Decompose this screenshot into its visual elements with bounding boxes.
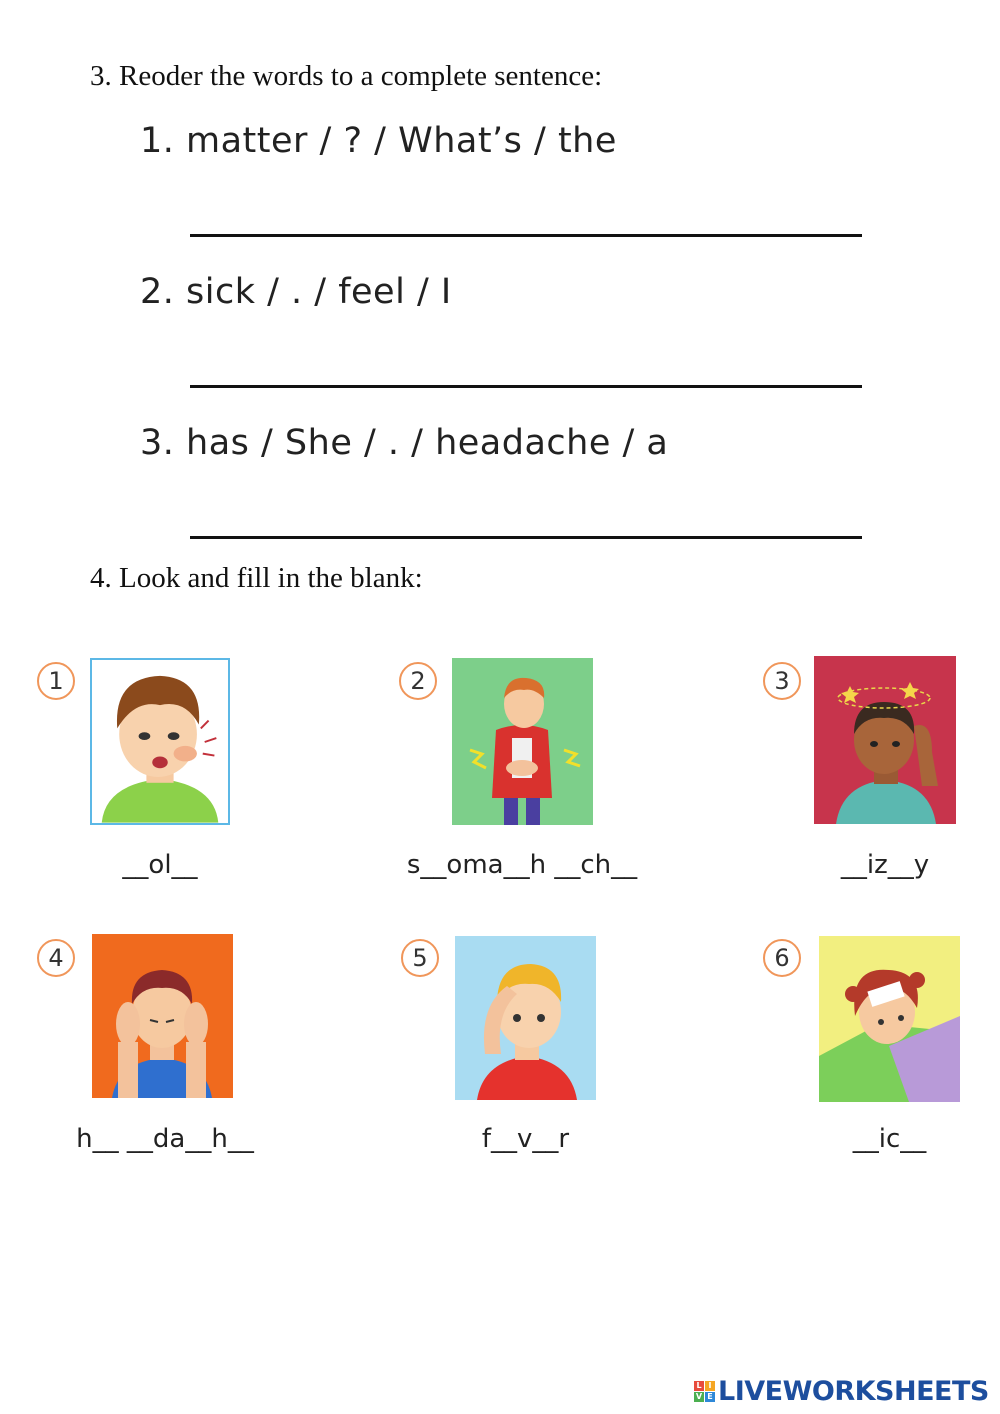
section-3-heading: 3. Reoder the words to a complete sentence:	[90, 60, 603, 92]
liveworksheets-logo-icon	[694, 1381, 715, 1402]
logo-letter-v: V	[695, 1392, 703, 1401]
reorder-item-2: 2. sick / . / feel / I	[140, 272, 452, 312]
girl-sick-in-bed-icon	[819, 936, 960, 1102]
boy-coughing-icon	[90, 658, 230, 825]
boy-fever-icon	[455, 936, 596, 1100]
caption-5: f__v__r	[481, 1124, 570, 1154]
caption-3: __iz__y	[840, 850, 930, 880]
logo-letter-e: E	[705, 1392, 715, 1402]
boy-headache-icon	[92, 934, 233, 1098]
picture-number-2: 2	[399, 662, 437, 700]
logo-letter-l: L	[694, 1381, 704, 1391]
picture-number-1: 1	[37, 662, 75, 700]
liveworksheets-logo-text: LIVEWORKSHEETS	[718, 1376, 989, 1407]
liveworksheets-logo[interactable]	[694, 1376, 989, 1407]
answer-line-3[interactable]	[190, 536, 862, 539]
picture-number-6: 6	[763, 939, 801, 977]
reorder-item-3: 3. has / She / . / headache / a	[140, 423, 669, 463]
boy-dizzy-icon	[814, 656, 956, 824]
caption-2: s__oma__h __ch__	[406, 850, 638, 880]
section-4-heading: 4. Look and fill in the blank:	[90, 562, 423, 594]
logo-letter-i: I	[705, 1381, 715, 1391]
picture-number-4: 4	[37, 939, 75, 977]
picture-number-5: 5	[401, 939, 439, 977]
answer-line-2[interactable]	[190, 385, 862, 388]
caption-6: __ic__	[852, 1124, 927, 1154]
caption-1: __ol__	[122, 850, 198, 880]
boy-stomachache-icon	[452, 658, 593, 825]
caption-4: h__ __da__h__	[76, 1124, 254, 1154]
reorder-item-1: 1. matter / ? / What’s / the	[140, 121, 617, 161]
answer-line-1[interactable]	[190, 234, 862, 237]
picture-number-3: 3	[763, 662, 801, 700]
